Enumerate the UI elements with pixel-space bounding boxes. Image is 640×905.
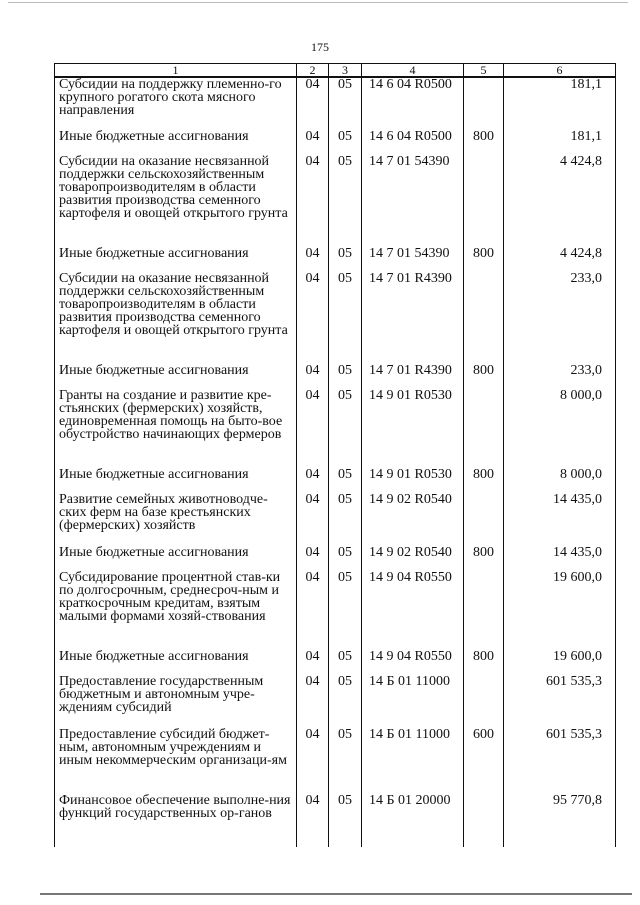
header-col-6: 6 <box>504 64 616 78</box>
row-expense-type: 600 <box>464 728 504 794</box>
row-target-code: 14 9 02 R0540 <box>362 546 464 571</box>
row-subsection: 05 <box>329 247 362 272</box>
row-expense-type <box>464 155 504 247</box>
table-row <box>55 493 616 546</box>
row-subsection: 05 <box>329 364 362 389</box>
row-name: Субсидирование процентной став-ки по долгосрочным, среднесроч-ным и краткосрочным кредитам, взятым малыми формами хозяй-ствования <box>55 571 297 650</box>
row-expense-type <box>464 675 504 728</box>
row-target-code: 14 7 01 54390 <box>362 247 464 272</box>
row-target-code: 14 9 04 R0550 <box>362 650 464 675</box>
row-name: Субсидии на оказание несвязанной поддержки сельскохозяйственным товаропроизводителям в области развития производства семенного картофеля и овощей открытого грунта <box>55 155 297 247</box>
row-target-code: 14 7 01 54390 <box>362 155 464 247</box>
row-target-code: 14 9 01 R0530 <box>362 389 464 468</box>
row-section: 04 <box>297 493 329 546</box>
row-subsection: 05 <box>329 650 362 675</box>
table-row <box>55 77 616 130</box>
row-target-code: 14 Б 01 11000 <box>362 675 464 728</box>
row-amount: 4 424,8 <box>504 155 616 247</box>
table-row <box>55 728 616 794</box>
table-row <box>55 650 616 675</box>
row-expense-type: 800 <box>464 650 504 675</box>
row-name: Иные бюджетные ассигнования <box>55 650 297 675</box>
row-target-code: 14 9 01 R0530 <box>362 468 464 493</box>
row-amount: 8 000,0 <box>504 389 616 468</box>
table-row <box>55 794 616 847</box>
table-row <box>55 571 616 650</box>
row-subsection: 05 <box>329 155 362 247</box>
row-name: Иные бюджетные ассигнования <box>55 546 297 571</box>
row-name: Гранты на создание и развитие кре-стьянских (фермерских) хозяйств, единовременная помощь на быто-вое обустройство начинающих фермеров <box>55 389 297 468</box>
row-subsection: 05 <box>329 546 362 571</box>
row-target-code: 14 9 04 R0550 <box>362 571 464 650</box>
table-row <box>55 546 616 571</box>
row-section: 04 <box>297 389 329 468</box>
table-row <box>55 155 616 247</box>
row-target-code: 14 7 01 R4390 <box>362 364 464 389</box>
row-section: 04 <box>297 77 329 130</box>
row-amount: 19 600,0 <box>504 650 616 675</box>
header-col-1: 1 <box>55 64 297 78</box>
row-name: Субсидии на оказание несвязанной поддержки сельскохозяйственным товаропроизводителям в области развития производства семенного картофеля и овощей открытого грунта <box>55 272 297 364</box>
top-edge-rule <box>8 2 628 3</box>
row-subsection: 05 <box>329 794 362 847</box>
row-name: Предоставление субсидий бюджет-ным, автономным учреждениям и иным некоммерческим организаци-ям <box>55 728 297 794</box>
row-amount: 14 435,0 <box>504 493 616 546</box>
row-subsection: 05 <box>329 272 362 364</box>
table-row <box>55 675 616 728</box>
row-amount: 95 770,8 <box>504 794 616 847</box>
header-row <box>55 64 616 78</box>
row-subsection: 05 <box>329 571 362 650</box>
row-section: 04 <box>297 468 329 493</box>
row-subsection: 05 <box>329 130 362 155</box>
header-col-2: 2 <box>297 64 329 78</box>
row-target-code: 14 Б 01 11000 <box>362 728 464 794</box>
row-section: 04 <box>297 155 329 247</box>
row-amount: 14 435,0 <box>504 546 616 571</box>
row-amount: 233,0 <box>504 364 616 389</box>
row-expense-type: 800 <box>464 247 504 272</box>
row-section: 04 <box>297 364 329 389</box>
row-expense-type: 800 <box>464 364 504 389</box>
row-expense-type <box>464 794 504 847</box>
row-amount: 8 000,0 <box>504 468 616 493</box>
row-section: 04 <box>297 650 329 675</box>
row-expense-type <box>464 77 504 130</box>
row-expense-type <box>464 571 504 650</box>
table-row <box>55 468 616 493</box>
table-row <box>55 130 616 155</box>
table-row <box>55 272 616 364</box>
row-section: 04 <box>297 675 329 728</box>
header-col-4: 4 <box>362 64 464 78</box>
row-subsection: 05 <box>329 728 362 794</box>
row-amount: 601 535,3 <box>504 675 616 728</box>
table-row <box>55 389 616 468</box>
row-subsection: 05 <box>329 675 362 728</box>
row-section: 04 <box>297 546 329 571</box>
row-amount: 4 424,8 <box>504 247 616 272</box>
row-section: 04 <box>297 571 329 650</box>
row-amount: 181,1 <box>504 77 616 130</box>
header-col-3: 3 <box>329 64 362 78</box>
row-subsection: 05 <box>329 493 362 546</box>
row-name: Иные бюджетные ассигнования <box>55 364 297 389</box>
row-section: 04 <box>297 728 329 794</box>
row-name: Иные бюджетные ассигнования <box>55 130 297 155</box>
row-amount: 601 535,3 <box>504 728 616 794</box>
row-expense-type <box>464 272 504 364</box>
row-name: Иные бюджетные ассигнования <box>55 468 297 493</box>
row-section: 04 <box>297 272 329 364</box>
row-amount: 181,1 <box>504 130 616 155</box>
row-subsection: 05 <box>329 77 362 130</box>
row-section: 04 <box>297 130 329 155</box>
row-name: Финансовое обеспечение выполне-ния функций государственных ор-ганов <box>55 794 297 847</box>
page-number: 175 <box>311 40 329 54</box>
row-amount: 19 600,0 <box>504 571 616 650</box>
table-row <box>55 364 616 389</box>
row-name: Субсидии на поддержку племенно-го крупного рогатого скота мясного направления <box>55 77 297 130</box>
row-name: Развитие семейных животноводче-ских ферм на базе крестьянских (фермерских) хозяйств <box>55 493 297 546</box>
budget-table <box>54 63 616 847</box>
row-target-code: 14 6 04 R0500 <box>362 77 464 130</box>
row-target-code: 14 6 04 R0500 <box>362 130 464 155</box>
row-section: 04 <box>297 794 329 847</box>
row-expense-type <box>464 493 504 546</box>
bottom-edge-rule <box>40 893 632 895</box>
header-col-5: 5 <box>464 64 504 78</box>
table-row <box>55 247 616 272</box>
row-subsection: 05 <box>329 389 362 468</box>
row-name: Предоставление государственным бюджетным и автономным учре-ждениям субсидий <box>55 675 297 728</box>
row-name: Иные бюджетные ассигнования <box>55 247 297 272</box>
row-target-code: 14 7 01 R4390 <box>362 272 464 364</box>
row-subsection: 05 <box>329 468 362 493</box>
row-amount: 233,0 <box>504 272 616 364</box>
row-expense-type <box>464 389 504 468</box>
row-target-code: 14 9 02 R0540 <box>362 493 464 546</box>
row-expense-type: 800 <box>464 130 504 155</box>
row-section: 04 <box>297 247 329 272</box>
row-expense-type: 800 <box>464 546 504 571</box>
row-target-code: 14 Б 01 20000 <box>362 794 464 847</box>
row-expense-type: 800 <box>464 468 504 493</box>
